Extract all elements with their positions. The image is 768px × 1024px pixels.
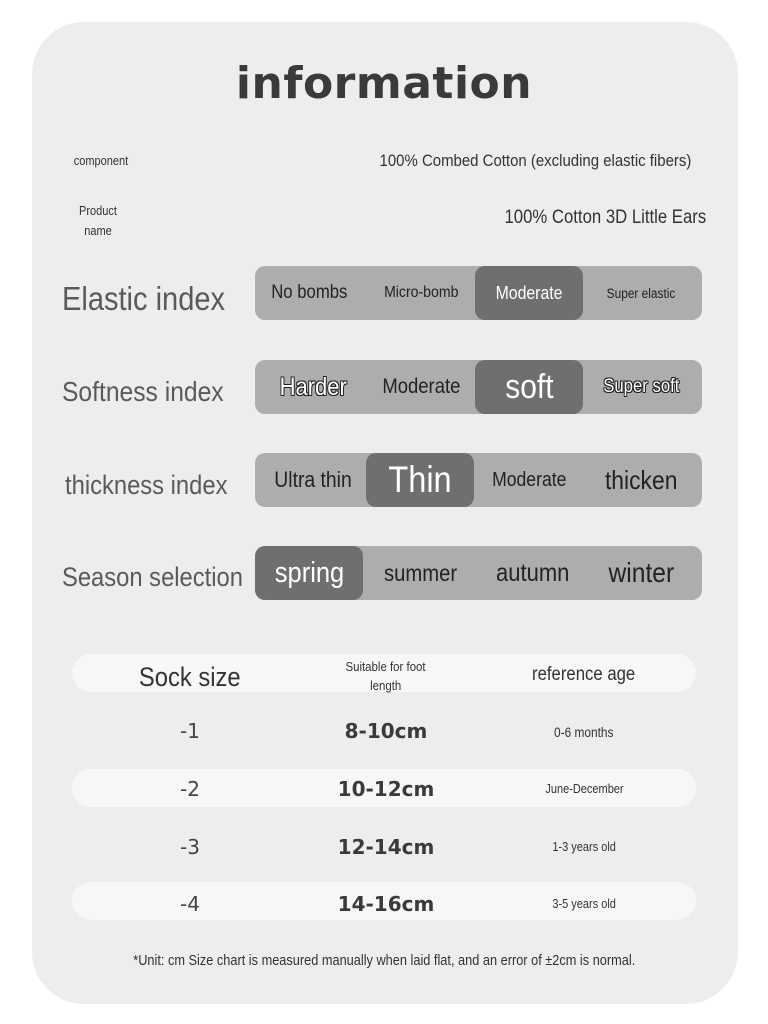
row-length: 14-16cm — [337, 892, 435, 916]
row-age: 0-6 months — [554, 725, 614, 740]
product-name-label — [61, 201, 135, 241]
row-length: 10-12cm — [337, 777, 435, 801]
row-size: -4 — [180, 892, 200, 916]
softness-option-soft[interactable]: soft — [475, 360, 583, 414]
header-foot-length — [316, 657, 456, 695]
row-age: June-December — [544, 782, 624, 796]
row-age: 3-5 years old — [552, 897, 616, 911]
elastic-index-bar — [255, 266, 702, 320]
softness-index-label: Softness index — [62, 376, 224, 407]
elastic-option-no-bombs[interactable]: No bombs — [270, 282, 348, 303]
season-selection-label: Season selection — [62, 562, 243, 592]
thickness-index-label: thickness index — [65, 470, 228, 500]
row-size: -2 — [180, 777, 200, 801]
season-option-spring[interactable]: spring — [255, 546, 363, 600]
product-name-label-line2: name — [84, 224, 112, 238]
header-reference-age: reference age — [532, 664, 636, 685]
elastic-index-label: Elastic index — [62, 280, 226, 317]
season-option-summer[interactable]: summer — [384, 559, 458, 586]
product-name-value: 100% Cotton 3D Little Ears — [504, 207, 706, 228]
season-selection-bar — [255, 546, 702, 600]
elastic-option-moderate[interactable]: Moderate — [475, 266, 583, 320]
row-length: 8-10cm — [344, 719, 428, 743]
season-option-autumn[interactable]: autumn — [496, 558, 570, 587]
softness-option-harder[interactable]: Harder — [279, 372, 347, 401]
row-size: -1 — [180, 719, 200, 743]
product-name-label-line1: Product — [79, 204, 117, 218]
season-option-winter[interactable]: winter — [608, 557, 674, 588]
footnote: *Unit: cm Size chart is measured manually when laid flat, and an error of ±2cm is normal. — [132, 953, 636, 969]
elastic-option-super-elastic[interactable]: Super elastic — [606, 285, 676, 301]
header-sock-size: Sock size — [139, 662, 241, 692]
header-foot-length-line2: length — [370, 678, 402, 693]
thickness-option-thin[interactable]: Thin — [366, 453, 474, 507]
softness-index-bar — [255, 360, 702, 414]
softness-option-super-soft[interactable]: Super soft — [602, 376, 680, 397]
component-label: component — [73, 154, 129, 168]
header-foot-length-line1: Suitable for foot — [345, 659, 427, 674]
row-size: -3 — [180, 835, 200, 859]
softness-option-moderate[interactable]: Moderate — [381, 375, 461, 398]
row-length: 12-14cm — [337, 835, 435, 859]
thickness-option-moderate[interactable]: Moderate — [491, 468, 567, 491]
component-value: 100% Combed Cotton (excluding elastic fibers) — [379, 151, 691, 170]
thickness-option-thicken[interactable]: thicken — [604, 464, 678, 495]
thickness-index-bar — [255, 453, 702, 507]
page-title: information — [235, 58, 533, 109]
row-age: 1-3 years old — [552, 840, 616, 854]
thickness-option-ultra-thin[interactable]: Ultra thin — [274, 467, 352, 492]
elastic-option-micro-bomb[interactable]: Micro-bomb — [383, 284, 459, 301]
